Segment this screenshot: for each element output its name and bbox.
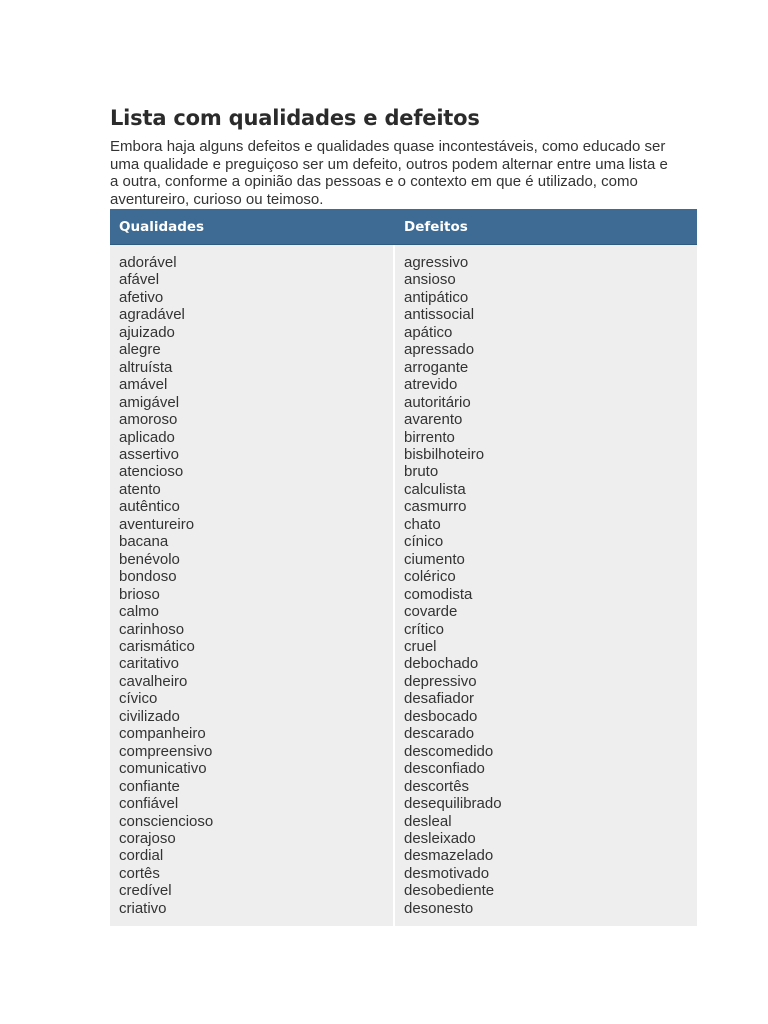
list-item: confiável — [119, 795, 179, 813]
list-item: companheiro — [119, 725, 206, 743]
list-item: aplicado — [119, 428, 175, 446]
list-item: cívico — [119, 690, 158, 708]
list-item: autêntico — [119, 498, 180, 516]
list-item: amável — [119, 376, 168, 394]
list-item: consciencioso — [119, 812, 214, 830]
list-item: depressivo — [404, 672, 477, 690]
list-item: agradável — [119, 306, 185, 324]
list-item: birrento — [404, 428, 455, 446]
header-qualidades: Qualidades — [110, 209, 395, 245]
list-item: afável — [119, 271, 160, 289]
list-item: descarado — [404, 725, 475, 743]
list-item: atrevido — [404, 376, 458, 394]
list-item: cruel — [404, 637, 437, 655]
table-header-row — [110, 209, 697, 245]
list-item: cavalheiro — [119, 672, 188, 690]
list-item: desbocado — [404, 707, 478, 725]
document-content — [110, 104, 697, 926]
list-item: casmurro — [404, 498, 467, 516]
list-item: cínico — [404, 533, 444, 551]
list-item: benévolo — [119, 550, 180, 568]
list-item: confiante — [119, 777, 180, 795]
list-item: crítico — [404, 620, 445, 638]
list-item: ansioso — [404, 271, 456, 289]
list-item: civilizado — [119, 707, 180, 725]
list-item: altruísta — [119, 358, 173, 376]
list-item: assertivo — [119, 445, 180, 463]
list-item: atento — [119, 480, 161, 498]
page-title: Lista com qualidades e defeitos — [110, 106, 480, 130]
list-item: calmo — [119, 603, 160, 621]
list-item: covarde — [404, 603, 458, 621]
list-item: bisbilhoteiro — [404, 445, 485, 463]
list-item: desequilibrado — [404, 795, 502, 813]
list-item: calculista — [404, 480, 466, 498]
list-item: amoroso — [119, 411, 178, 429]
list-item: antipático — [404, 288, 469, 306]
list-item: compreensivo — [119, 742, 213, 760]
qualidades-cell — [110, 245, 395, 926]
defeitos-cell — [395, 245, 697, 926]
header-defeitos: Defeitos — [395, 209, 697, 245]
list-item: desonesto — [404, 899, 474, 917]
list-item: afetivo — [119, 288, 164, 306]
list-item: apático — [404, 323, 453, 341]
list-item: adorável — [119, 254, 177, 271]
list-item: desleixado — [404, 829, 476, 847]
list-item: credível — [119, 882, 172, 900]
list-item: aventureiro — [119, 515, 195, 533]
list-item: bacana — [119, 533, 169, 551]
list-item: atencioso — [119, 463, 184, 481]
list-item: criativo — [119, 899, 167, 917]
list-item: avarento — [404, 411, 463, 429]
list-item: bondoso — [119, 568, 177, 586]
list-item: desmotivado — [404, 864, 490, 882]
list-item: cortês — [119, 864, 160, 882]
list-item: antissocial — [404, 306, 475, 324]
list-item: arrogante — [404, 358, 469, 376]
list-item: ajuizado — [119, 323, 175, 341]
list-item: apressado — [404, 341, 475, 359]
list-item: autoritário — [404, 393, 471, 411]
list-item: comodista — [404, 585, 473, 603]
list-item: comunicativo — [119, 760, 207, 778]
list-item: desobediente — [404, 882, 495, 900]
list-item: agressivo — [404, 254, 469, 271]
list-item: descortês — [404, 777, 470, 795]
list-item: desmazelado — [404, 847, 494, 865]
intro-paragraph: Embora haja alguns defeitos e qualidades quase incontestáveis, como educado ser uma qualidade e preguiçoso ser um defeito, outros podem alternar entre uma lista e a outra, conforme a opinião das pessoas e o contexto em que é utilizado, como aventureiro, curioso ou teimoso. — [110, 138, 668, 208]
list-item: colérico — [404, 568, 456, 586]
list-item: desafiador — [404, 690, 475, 708]
qualidades-list — [119, 254, 393, 917]
list-item: caritativo — [119, 655, 180, 673]
list-item: bruto — [404, 463, 439, 481]
defeitos-list — [404, 254, 697, 917]
list-item: alegre — [119, 341, 161, 359]
list-item: corajoso — [119, 829, 176, 847]
list-item: chato — [404, 515, 441, 533]
list-item: carismático — [119, 637, 195, 655]
list-item: descomedido — [404, 742, 494, 760]
list-item: amigável — [119, 393, 180, 411]
list-item: desleal — [404, 812, 452, 830]
list-item: desconfiado — [404, 760, 485, 778]
list-item: brioso — [119, 585, 160, 603]
list-item: carinhoso — [119, 620, 185, 638]
table-row — [110, 245, 697, 926]
list-item: cordial — [119, 847, 164, 865]
list-item: debochado — [404, 655, 479, 673]
list-item: ciumento — [404, 550, 465, 568]
qualities-defects-table — [110, 209, 697, 926]
